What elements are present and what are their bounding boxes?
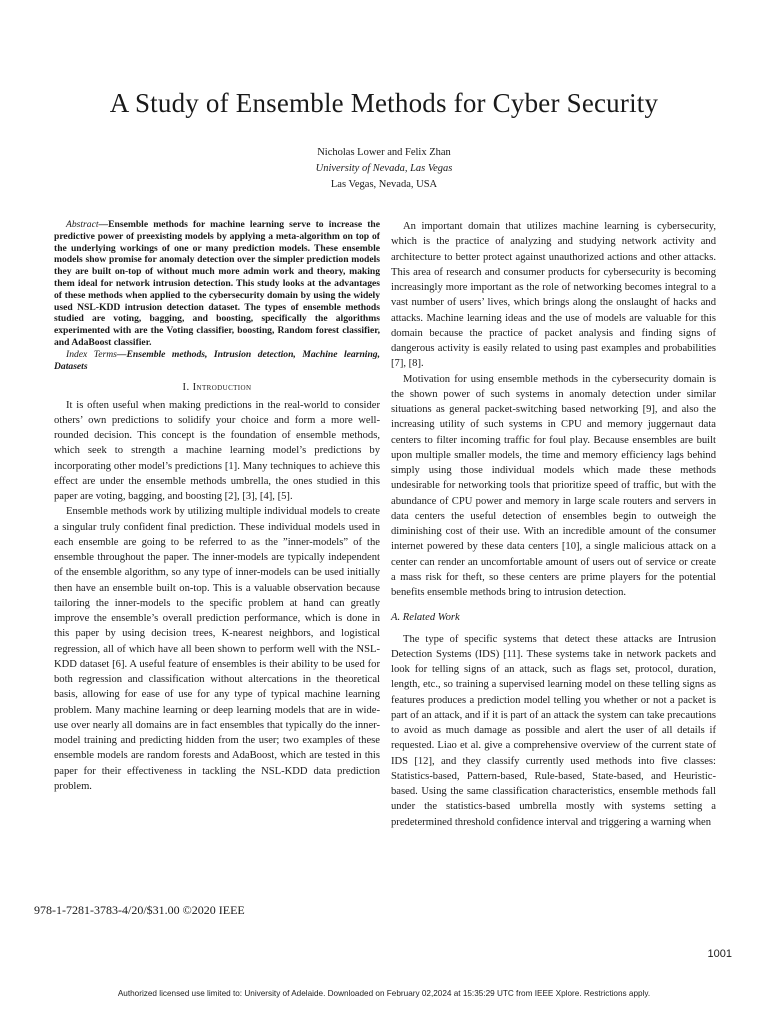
page-number: 1001: [707, 948, 732, 960]
abstract: [54, 219, 380, 349]
index-terms-dash: —: [116, 348, 127, 360]
author-block: [0, 145, 768, 193]
paragraph: It is often useful when making predictions in the real-world to consider others’ own predictions to solidify your choice and form a more well-rounded decision. This concept is the foundation of ensemble methods, which seek to strength a machine learning model’s predictions by incorporating other model’s predictions [1]. Many techniques to achieve this effect are under the ensemble methods umbrella, the ones studied in this paper are voting, bagging, and boosting [2], [3], [4], [5].: [54, 399, 380, 503]
abstract-text: Ensemble methods for machine learning serve to increase the predictive power of preexisting models by applying a meta-algorithm on top of the underlying workings of one or many prediction models. These ensemble models show promise for anomaly detection over the simpler prediction models they are built on-top of without much more admin work and theory, making them ideal for network intrusion detection. This study looks at the advantages of these methods when applied to the cybersecurity domain by using the widely used NSL-KDD intrusion detection dataset. The types of ensemble methods studied are voting, bagging, and boosting, specifically the algorithms experimented with are the Voting classifier, boosting, Random forest classifier, and AdaBoost classifier.: [54, 219, 380, 348]
isbn-copyright: 978-1-7281-3783-4/20/$31.00 ©2020 IEEE: [34, 903, 245, 917]
paragraph: Ensemble methods work by utilizing multiple individual models to create a singular truly confident final prediction. These individual models used in each ensemble are going to be referred to as the ”inner-models” of the ensemble throughout the paper. The inner-models are typically independent of the ensemble algorithm, so any type of inner-models can be used initially then have an ensemble built on-top. This is a valuable observation because tailoring the inner-models to the specific problem at hand can greatly improve the ensemble’s overall prediction performance, which is done in this paper by using decision trees, K-nearest neighbors, and logistical regression, all of which have all been shown to perform well with the NSL-KDD dataset [6]. A useful feature of ensembles is their ability to be used for both regression and classification without altercations in the theoretical basis, allowing for ease of use for any type of typical machine learning problem. Many machine learning or deep learning models that are in wide-use over nearly all domains are in fact ensembles that typically do the inner-model training and predicting hidden from the user; two examples of these ensemble models are random forests and AdaBoost, which are tested in this paper for their effectiveness in tackling the NSL-KDD data prediction problem.: [54, 506, 380, 792]
paper-title: A Study of Ensemble Methods for Cyber Security: [109, 88, 659, 118]
license-footer: Authorized licensed use limited to: University of Adelaide. Downloaded on February 02,2024 at 15:35:29 UTC from IEEE Xplore. Restrictions apply.: [117, 989, 651, 998]
left-column: [54, 219, 380, 794]
section-heading-introduction: I. Introduction: [182, 382, 252, 394]
index-terms: [54, 349, 380, 373]
index-terms-label: Index Terms: [66, 348, 117, 360]
paragraph: The type of specific systems that detect these attacks are Intrusion Detection Systems (IDS) [11]. These systems take in network packets and look for telling signs of an attack, such as flags set, protocol, duration, length, etc., so training a supervised learning model on these telling signs as features produces a prediction model telling you whether or not a packet is part of an attack, and if it is part of an attack the system can take precautions to avoid as much damage as possible and alert the user of all details if requested. Liao et al. give a comprehensive overview of the current state of IDS [12], and they classify currently used methods into five classes: Statistics-based, Pattern-based, Rule-based, State-based, and Heuristic-based. Using the same classification characteristics, ensemble methods fall under the statistics-based umbrella mostly with systems setting a predetermined threshold confidence interval and triggering a warning when: [391, 633, 716, 828]
abstract-label: Abstract: [66, 219, 99, 230]
paragraph: An important domain that utilizes machine learning is cybersecurity, which is the practice of analyzing and studying network activity and architecture to better protect against unauthorized actions and other attacks. This area of research and consumer products for cybersecurity is becoming increasingly more important as the role of networking becomes integral to a vast number of users’ lives, which brings along the onslaught of hacks and attacks. Machine learning ideas and the use of models are valuable for this domain because the practice of packet analysis and finding signs of dangerous activity is easily related to using past examples and probabilities [7], [8].: [391, 221, 716, 370]
abstract-dash: —: [98, 219, 109, 230]
subsection-heading-related-work: A. Related Work: [391, 612, 460, 624]
index-terms-text: Ensemble methods, Intrusion detection, Machine learning, Datasets: [54, 348, 380, 372]
author-affiliation: University of Nevada, Las Vegas: [315, 163, 453, 174]
paragraph: Motivation for using ensemble methods in the cybersecurity domain is the shown power of such systems in anomaly detection under similar situations as general packet-switching based networking [9], and also the increasing utility of such systems in CPU and memory juggernaut data centers to filter incoming traffic for foul play. Because ensembles are built upon multiple smaller models, the time and memory efficiency lags behind simply using those individual models which made these methods undesirable for networking tools that prioritize speed of traffic, but with the abundance of CPU power and memory in large scale routers and servers in data centers the useful detection of ensembles begin to outweigh the diminishing cost of their use. With an incredible amount of the consumer internet powered by these data centers [10], a single malicious attack on a center can render an uncomfortable amount of users out of service or create a mass risk for theft, so these centers are prime players for the potential benefits ensemble methods bring to intrusion detection.: [391, 373, 716, 598]
author-names: Nicholas Lower and Felix Zhan: [317, 147, 451, 158]
author-location: Las Vegas, Nevada, USA: [330, 179, 438, 190]
right-column: [391, 219, 716, 830]
